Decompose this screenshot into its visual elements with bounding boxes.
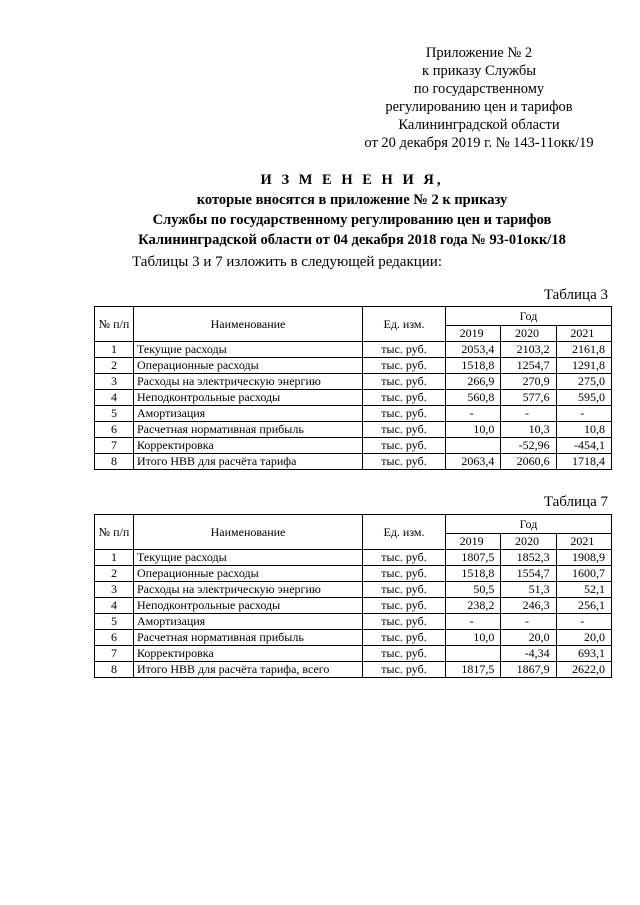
row-value: - xyxy=(446,406,501,422)
row-value: - xyxy=(501,614,556,630)
header-unit: Ед. изм. xyxy=(363,307,446,342)
appendix-line: от 20 декабря 2019 г. № 143-11окк/19 xyxy=(364,135,594,151)
table-row xyxy=(95,550,612,566)
row-name: Текущие расходы xyxy=(134,342,363,358)
row-value: 1518,8 xyxy=(446,566,501,582)
table-row xyxy=(95,406,612,422)
row-number: 7 xyxy=(95,438,134,454)
row-unit: тыс. руб. xyxy=(363,422,446,438)
table-row xyxy=(95,358,612,374)
row-value: 2053,4 xyxy=(446,342,501,358)
row-number: 8 xyxy=(95,662,134,678)
table7-body xyxy=(95,550,612,678)
row-value: -454,1 xyxy=(556,438,611,454)
header-year-2019: 2019 xyxy=(446,534,501,550)
row-unit: тыс. руб. xyxy=(363,646,446,662)
header-name: Наименование xyxy=(134,307,363,342)
table-row xyxy=(95,454,612,470)
row-unit: тыс. руб. xyxy=(363,406,446,422)
row-unit: тыс. руб. xyxy=(363,614,446,630)
row-unit: тыс. руб. xyxy=(363,550,446,566)
row-value: 595,0 xyxy=(556,390,611,406)
row-value: - xyxy=(446,614,501,630)
row-unit: тыс. руб. xyxy=(363,662,446,678)
heading-title: И З М Е Н Е Н И Я, xyxy=(260,172,444,188)
table-row xyxy=(95,662,612,678)
row-value: 2622,0 xyxy=(556,662,611,678)
heading-line: Калининградской области от 04 декабря 2018 года № 93-01окк/18 xyxy=(138,232,566,248)
row-name: Корректировка xyxy=(134,438,363,454)
row-value xyxy=(446,646,501,662)
header-num: № п/п xyxy=(95,515,134,550)
row-number: 3 xyxy=(95,582,134,598)
table-row xyxy=(95,646,612,662)
table7 xyxy=(94,514,612,678)
intro-text: Таблицы 3 и 7 изложить в следующей редакции: xyxy=(132,254,442,270)
row-value: 577,6 xyxy=(501,390,556,406)
row-value: 10,8 xyxy=(556,422,611,438)
row-name: Расходы на электрическую энергию xyxy=(134,374,363,390)
row-name: Итого НВВ для расчёта тарифа, всего xyxy=(134,662,363,678)
row-value: 51,3 xyxy=(501,582,556,598)
heading-line: Службы по государственному регулированию цен и тарифов xyxy=(152,212,552,228)
row-value xyxy=(446,438,501,454)
header-year-2019: 2019 xyxy=(446,326,501,342)
row-unit: тыс. руб. xyxy=(363,390,446,406)
row-unit: тыс. руб. xyxy=(363,582,446,598)
table-row xyxy=(95,582,612,598)
header-year: Год xyxy=(446,515,612,534)
table-row xyxy=(95,630,612,646)
row-value: 693,1 xyxy=(556,646,611,662)
table7-caption: Таблица 7 xyxy=(543,494,608,510)
row-value: - xyxy=(556,406,611,422)
row-number: 2 xyxy=(95,358,134,374)
row-name: Амортизация xyxy=(134,406,363,422)
row-unit: тыс. руб. xyxy=(363,358,446,374)
row-value: 10,3 xyxy=(501,422,556,438)
row-name: Операционные расходы xyxy=(134,566,363,582)
row-value: 20,0 xyxy=(556,630,611,646)
row-name: Расчетная нормативная прибыль xyxy=(134,630,363,646)
table-row xyxy=(95,438,612,454)
heading-line: которые вносятся в приложение № 2 к приказу xyxy=(196,192,508,208)
row-unit: тыс. руб. xyxy=(363,454,446,470)
row-unit: тыс. руб. xyxy=(363,438,446,454)
row-number: 1 xyxy=(95,550,134,566)
row-name: Корректировка xyxy=(134,646,363,662)
row-name: Расчетная нормативная прибыль xyxy=(134,422,363,438)
table3 xyxy=(94,306,612,470)
table-row xyxy=(95,342,612,358)
row-value: 1817,5 xyxy=(446,662,501,678)
row-value: 1807,5 xyxy=(446,550,501,566)
appendix-line: регулированию цен и тарифов xyxy=(385,99,573,115)
row-name: Амортизация xyxy=(134,614,363,630)
table-row xyxy=(95,374,612,390)
row-value: 560,8 xyxy=(446,390,501,406)
row-number: 1 xyxy=(95,342,134,358)
table3-caption: Таблица 3 xyxy=(543,287,608,303)
row-name: Операционные расходы xyxy=(134,358,363,374)
row-value: 1600,7 xyxy=(556,566,611,582)
row-value: 2103,2 xyxy=(501,342,556,358)
table-row xyxy=(95,566,612,582)
row-value: 10,0 xyxy=(446,422,501,438)
row-unit: тыс. руб. xyxy=(363,630,446,646)
row-value: 266,9 xyxy=(446,374,501,390)
row-value: 270,9 xyxy=(501,374,556,390)
header-year-2021: 2021 xyxy=(556,534,611,550)
header-name: Наименование xyxy=(134,515,363,550)
appendix-line: к приказу Службы xyxy=(422,63,536,79)
row-value: - xyxy=(556,614,611,630)
row-value: 50,5 xyxy=(446,582,501,598)
row-value: 2063,4 xyxy=(446,454,501,470)
row-value: 1718,4 xyxy=(556,454,611,470)
appendix-line: по государственному xyxy=(413,81,545,97)
row-name: Текущие расходы xyxy=(134,550,363,566)
row-value: 1908,9 xyxy=(556,550,611,566)
row-value: 1554,7 xyxy=(501,566,556,582)
row-number: 4 xyxy=(95,598,134,614)
row-value: 275,0 xyxy=(556,374,611,390)
row-value: -52,96 xyxy=(501,438,556,454)
appendix-reference xyxy=(349,44,609,152)
row-number: 2 xyxy=(95,566,134,582)
row-number: 6 xyxy=(95,630,134,646)
header-year-2021: 2021 xyxy=(556,326,611,342)
row-unit: тыс. руб. xyxy=(363,374,446,390)
row-number: 3 xyxy=(95,374,134,390)
header-unit: Ед. изм. xyxy=(363,515,446,550)
table3-body xyxy=(95,342,612,470)
row-name: Неподконтрольные расходы xyxy=(134,598,363,614)
row-name: Расходы на электрическую энергию xyxy=(134,582,363,598)
header-year-2020: 2020 xyxy=(501,326,556,342)
document-heading xyxy=(92,170,612,250)
row-value: 238,2 xyxy=(446,598,501,614)
row-value: 246,3 xyxy=(501,598,556,614)
row-value: 52,1 xyxy=(556,582,611,598)
row-number: 8 xyxy=(95,454,134,470)
row-value: 2161,8 xyxy=(556,342,611,358)
header-num: № п/п xyxy=(95,307,134,342)
row-number: 5 xyxy=(95,614,134,630)
table-row xyxy=(95,614,612,630)
row-value: 20,0 xyxy=(501,630,556,646)
appendix-line: Приложение № 2 xyxy=(425,45,533,61)
table-row xyxy=(95,390,612,406)
row-number: 5 xyxy=(95,406,134,422)
row-number: 7 xyxy=(95,646,134,662)
row-value: 256,1 xyxy=(556,598,611,614)
row-value: 1852,3 xyxy=(501,550,556,566)
header-year-2020: 2020 xyxy=(501,534,556,550)
row-unit: тыс. руб. xyxy=(363,598,446,614)
table-row xyxy=(95,598,612,614)
row-value: 10,0 xyxy=(446,630,501,646)
row-name: Итого НВВ для расчёта тарифа xyxy=(134,454,363,470)
row-value: 1291,8 xyxy=(556,358,611,374)
table-row xyxy=(95,422,612,438)
row-number: 6 xyxy=(95,422,134,438)
row-value: 1867,9 xyxy=(501,662,556,678)
row-number: 4 xyxy=(95,390,134,406)
row-value: -4,34 xyxy=(501,646,556,662)
row-name: Неподконтрольные расходы xyxy=(134,390,363,406)
row-unit: тыс. руб. xyxy=(363,566,446,582)
row-value: 2060,6 xyxy=(501,454,556,470)
row-value: 1518,8 xyxy=(446,358,501,374)
appendix-line: Калининградской области xyxy=(398,117,560,133)
row-value: - xyxy=(501,406,556,422)
header-year: Год xyxy=(446,307,612,326)
row-value: 1254,7 xyxy=(501,358,556,374)
row-unit: тыс. руб. xyxy=(363,342,446,358)
